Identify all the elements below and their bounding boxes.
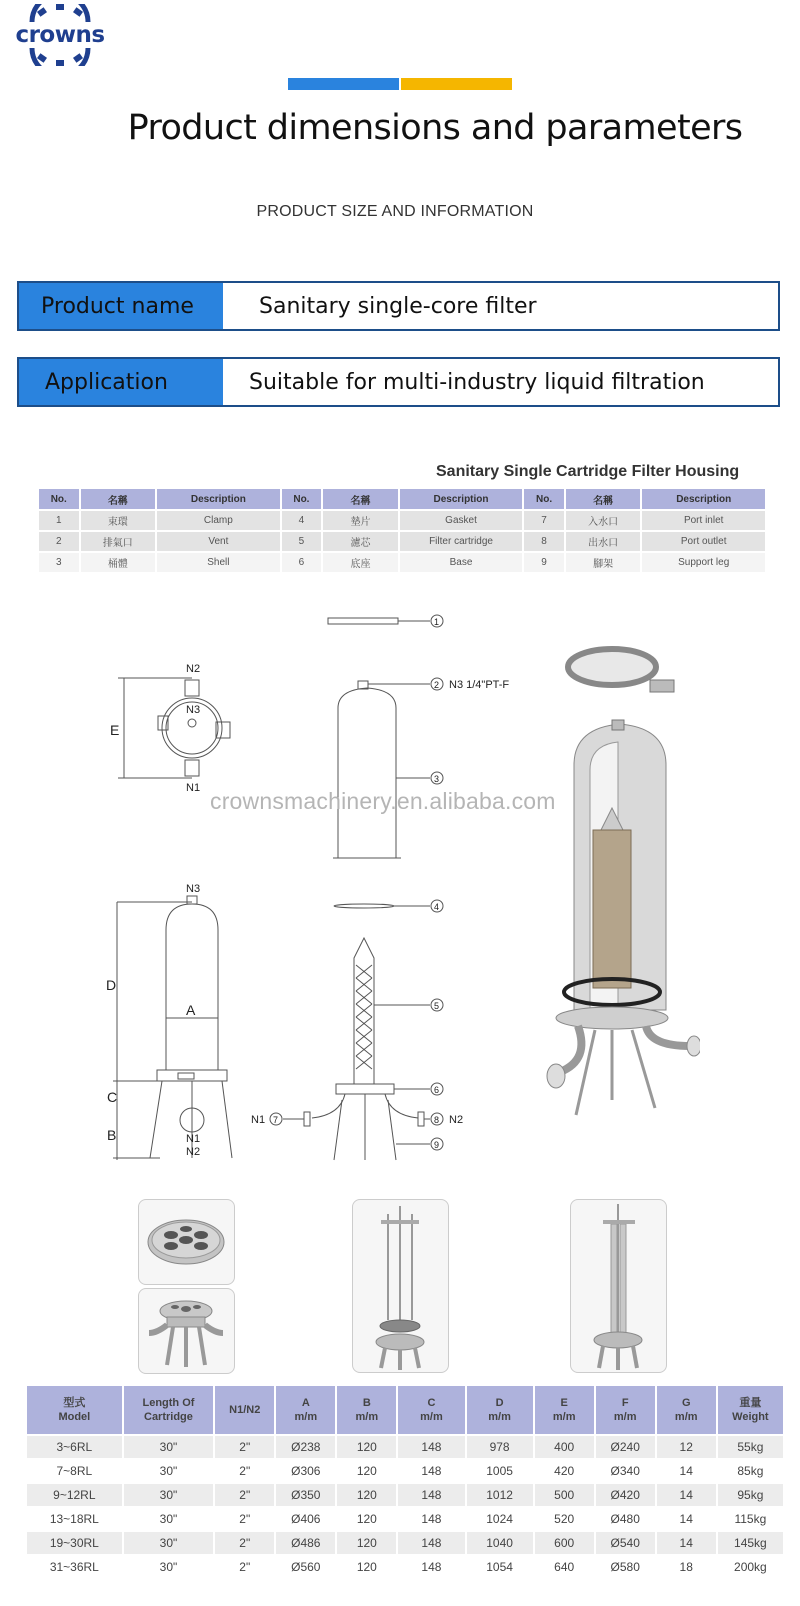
specs-table-body <box>27 1436 783 1578</box>
frame-image-2 <box>571 1200 666 1372</box>
table-cell: 13~18RL <box>27 1508 122 1530</box>
parts-table-title: Sanitary Single Cartridge Filter Housing <box>436 463 740 480</box>
table-cell: 420 <box>535 1460 594 1482</box>
table-row <box>27 1556 783 1578</box>
header-en: m/m <box>420 1411 443 1423</box>
table-cell: Port inlet <box>642 511 765 530</box>
col-model <box>27 1386 122 1434</box>
table-cell: 腳架 <box>566 553 641 572</box>
table-cell: 2" <box>215 1436 274 1458</box>
photo-cartridge-frame-full <box>570 1199 667 1373</box>
col-name-cn: 名稱 <box>81 489 156 509</box>
application-value: Suitable for multi-industry liquid filtration <box>249 369 705 395</box>
table-cell: 桶體 <box>81 553 156 572</box>
table-cell: 2" <box>215 1508 274 1530</box>
table-cell: 30" <box>124 1532 214 1554</box>
table-cell: 12 <box>657 1436 716 1458</box>
col-d <box>467 1386 533 1434</box>
label-n3-front: N3 <box>186 883 201 895</box>
header-en: Model <box>58 1411 91 1423</box>
table-cell: 4 <box>282 511 322 530</box>
accent-bar-blue <box>288 78 399 90</box>
table-cell: 束環 <box>81 511 156 530</box>
header-en: Cartridge <box>144 1411 193 1423</box>
table-cell: 1 <box>39 511 79 530</box>
table-cell: 2" <box>215 1532 274 1554</box>
header-cn: Length Of <box>142 1397 195 1409</box>
label-n3-top: N3 <box>186 704 201 716</box>
table-cell: 入水口 <box>566 511 641 530</box>
table-cell: 600 <box>535 1532 594 1554</box>
table-cell: 9 <box>524 553 564 572</box>
table-cell: 9~12RL <box>27 1484 122 1506</box>
header-en: Weight <box>732 1411 769 1423</box>
table-cell: 30" <box>124 1508 214 1530</box>
table-cell: Filter cartridge <box>400 532 523 551</box>
col-no: No. <box>524 489 564 509</box>
table-cell: 148 <box>398 1484 464 1506</box>
photo-perforated-plate <box>138 1199 235 1285</box>
table-cell: 1024 <box>467 1508 533 1530</box>
col-b <box>337 1386 396 1434</box>
col-no: No. <box>282 489 322 509</box>
label-a: A <box>186 1002 196 1018</box>
table-cell: 2" <box>215 1460 274 1482</box>
table-cell: 640 <box>535 1556 594 1578</box>
table-cell: Ø238 <box>276 1436 335 1458</box>
table-cell: 5 <box>282 532 322 551</box>
table-cell: Vent <box>157 532 280 551</box>
table-cell: 31~36RL <box>27 1556 122 1578</box>
col-a <box>276 1386 335 1434</box>
callout-6: 6 <box>434 1085 440 1095</box>
table-cell: 95kg <box>718 1484 783 1506</box>
label-d: D <box>106 977 117 993</box>
table-cell: 7~8RL <box>27 1460 122 1482</box>
col-name-cn: 名稱 <box>323 489 398 509</box>
table-cell: 148 <box>398 1436 464 1458</box>
table-cell: 148 <box>398 1508 464 1530</box>
table-cell: Ø406 <box>276 1508 335 1530</box>
table-cell: Shell <box>157 553 280 572</box>
col-description: Description <box>157 489 280 509</box>
label-e: E <box>110 722 120 738</box>
brand-logo <box>10 4 110 66</box>
table-cell: Ø306 <box>276 1460 335 1482</box>
table-cell: 1005 <box>467 1460 533 1482</box>
table-cell: 145kg <box>718 1532 783 1554</box>
col-no: No. <box>39 489 79 509</box>
table-cell: 14 <box>657 1484 716 1506</box>
label-n1-front: N1 <box>186 1133 201 1145</box>
table-cell: 115kg <box>718 1508 783 1530</box>
callout-3: 3 <box>434 774 440 784</box>
parts-table-header <box>39 489 765 509</box>
header-cn: 重量 <box>739 1397 762 1409</box>
callout-9: 9 <box>434 1140 440 1150</box>
label-n1-exploded: N1 <box>251 1114 266 1126</box>
table-cell: 6 <box>282 553 322 572</box>
table-cell: 1012 <box>467 1484 533 1506</box>
page-title: Product dimensions and parameters <box>127 108 743 148</box>
callout-5: 5 <box>434 1001 440 1011</box>
header-cn: G <box>681 1397 691 1409</box>
header-en: m/m <box>294 1411 318 1423</box>
table-cell: 120 <box>337 1556 396 1578</box>
header-en: m/m <box>488 1411 511 1423</box>
callout-4: 4 <box>434 902 440 912</box>
table-cell: 2" <box>215 1556 274 1578</box>
table-cell: 14 <box>657 1508 716 1530</box>
watermark-text: crownsmachinery.en.alibaba.com <box>210 788 556 814</box>
header-cn: 型式 <box>63 1397 86 1409</box>
label-c: C <box>107 1089 118 1105</box>
table-cell: 520 <box>535 1508 594 1530</box>
table-row <box>39 553 765 572</box>
table-cell: 120 <box>337 1532 396 1554</box>
callout-7: 7 <box>273 1115 279 1125</box>
table-cell: 55kg <box>718 1436 783 1458</box>
cutaway-rendering <box>547 649 700 1115</box>
label-n2-front: N2 <box>186 1146 201 1158</box>
header-en: m/m <box>552 1411 576 1423</box>
col-n1n2 <box>215 1386 274 1434</box>
table-cell: 排氣口 <box>81 532 156 551</box>
table-cell: 500 <box>535 1484 594 1506</box>
col-f <box>596 1386 655 1434</box>
parts-table <box>37 487 767 574</box>
product-name-label: Product name <box>19 283 223 329</box>
table-cell: 400 <box>535 1436 594 1458</box>
table-cell: 3 <box>39 553 79 572</box>
col-weight <box>718 1386 783 1434</box>
table-cell: Clamp <box>157 511 280 530</box>
plate-image <box>139 1200 234 1284</box>
table-cell: 3~6RL <box>27 1436 122 1458</box>
table-cell: 120 <box>337 1508 396 1530</box>
table-cell: 120 <box>337 1460 396 1482</box>
base-image <box>139 1289 234 1373</box>
header-cn: C <box>427 1397 436 1409</box>
header-cn: A <box>301 1397 310 1409</box>
header-cn: F <box>621 1397 629 1409</box>
table-row <box>27 1460 783 1482</box>
table-cell: Ø420 <box>596 1484 655 1506</box>
header-cn: E <box>560 1397 568 1409</box>
header-cn: D <box>495 1397 504 1409</box>
specs-table-header <box>27 1386 783 1434</box>
table-row <box>39 511 765 530</box>
table-cell: 120 <box>337 1436 396 1458</box>
table-cell: Support leg <box>642 553 765 572</box>
table-cell: Base <box>400 553 523 572</box>
table-cell: 148 <box>398 1460 464 1482</box>
top-view-drawing <box>110 663 230 794</box>
table-cell: Ø240 <box>596 1436 655 1458</box>
table-cell: 30" <box>124 1484 214 1506</box>
table-cell: 200kg <box>718 1556 783 1578</box>
table-row <box>27 1532 783 1554</box>
col-c <box>398 1386 464 1434</box>
col-description: Description <box>642 489 765 509</box>
table-cell: 墊片 <box>323 511 398 530</box>
table-cell: 底座 <box>323 553 398 572</box>
header-en: m/m <box>674 1411 698 1423</box>
col-length <box>124 1386 214 1434</box>
table-cell: 18 <box>657 1556 716 1578</box>
frame-image-1 <box>353 1200 448 1372</box>
table-cell: 2" <box>215 1484 274 1506</box>
table-cell: Gasket <box>400 511 523 530</box>
table-cell: Ø540 <box>596 1532 655 1554</box>
table-cell: Ø340 <box>596 1460 655 1482</box>
col-g <box>657 1386 716 1434</box>
table-cell: 19~30RL <box>27 1532 122 1554</box>
table-row <box>27 1436 783 1458</box>
table-cell: 8 <box>524 532 564 551</box>
callout-8: 8 <box>434 1115 440 1125</box>
table-cell: 148 <box>398 1556 464 1578</box>
table-cell: 14 <box>657 1532 716 1554</box>
table-cell: 1040 <box>467 1532 533 1554</box>
col-description: Description <box>400 489 523 509</box>
table-cell: 120 <box>337 1484 396 1506</box>
table-row <box>39 532 765 551</box>
photo-cartridge-frame-partial <box>352 1199 449 1373</box>
col-name-cn: 名稱 <box>566 489 641 509</box>
table-cell: Ø580 <box>596 1556 655 1578</box>
table-cell: Port outlet <box>642 532 765 551</box>
table-row <box>27 1484 783 1506</box>
table-cell: 濾芯 <box>323 532 398 551</box>
exploded-view-drawing <box>251 615 509 1160</box>
table-cell: 30" <box>124 1460 214 1482</box>
table-cell: 14 <box>657 1460 716 1482</box>
label-n3-spec: N3 1/4"PT-F <box>449 679 510 691</box>
header-cn: B <box>362 1397 371 1409</box>
front-elevation-drawing <box>106 883 232 1160</box>
table-row <box>27 1508 783 1530</box>
accent-bar-yellow <box>401 78 512 90</box>
table-cell: Ø480 <box>596 1508 655 1530</box>
product-name-value: Sanitary single-core filter <box>259 293 537 319</box>
table-cell: 30" <box>124 1436 214 1458</box>
product-name-row <box>17 281 780 331</box>
header-en: m/m <box>355 1411 379 1423</box>
table-cell: 7 <box>524 511 564 530</box>
application-label: Application <box>19 359 223 405</box>
header-cn: N1/N2 <box>229 1404 261 1416</box>
table-cell: Ø486 <box>276 1532 335 1554</box>
table-cell: 148 <box>398 1532 464 1554</box>
table-cell: 978 <box>467 1436 533 1458</box>
table-cell: 出水口 <box>566 532 641 551</box>
application-row <box>17 357 780 407</box>
label-b: B <box>107 1127 117 1143</box>
label-n2-exploded: N2 <box>449 1114 464 1126</box>
table-cell: 2 <box>39 532 79 551</box>
table-cell: Ø350 <box>276 1484 335 1506</box>
label-n2-top: N2 <box>186 663 201 675</box>
table-cell: 85kg <box>718 1460 783 1482</box>
table-cell: 30" <box>124 1556 214 1578</box>
label-n1-top: N1 <box>186 782 201 794</box>
photo-base-assembly <box>138 1288 235 1374</box>
specs-table <box>25 1384 785 1580</box>
callout-1: 1 <box>434 617 440 627</box>
technical-drawing <box>100 596 700 1166</box>
brand-name: crowns <box>15 22 105 48</box>
page-subtitle: PRODUCT SIZE AND INFORMATION <box>256 203 534 220</box>
table-cell: 1054 <box>467 1556 533 1578</box>
callout-2: 2 <box>434 680 440 690</box>
table-cell: Ø560 <box>276 1556 335 1578</box>
header-en: m/m <box>613 1411 637 1423</box>
col-e <box>535 1386 594 1434</box>
